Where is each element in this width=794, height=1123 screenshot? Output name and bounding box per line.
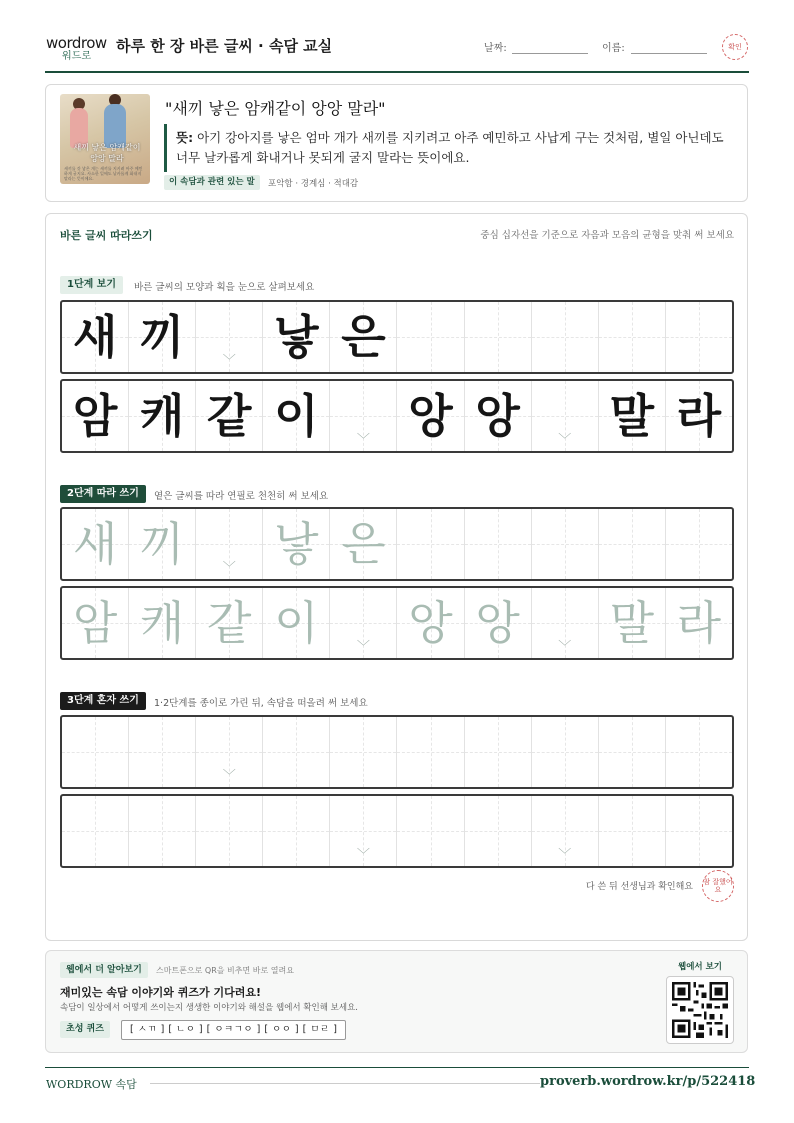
grid-glyph: 새 <box>72 517 118 571</box>
grid-cell <box>465 381 532 451</box>
grid-glyph: 새 <box>72 310 118 364</box>
grid-glyph: 앙 <box>475 389 520 443</box>
grid-glyph: 캐 <box>139 389 185 443</box>
space-chevron-icon: ﹀ <box>356 640 370 655</box>
grid-cell[interactable] <box>196 588 263 658</box>
grid-cell <box>196 381 263 451</box>
related-words-tag: 이 속담과 관련 있는 말 <box>164 175 260 190</box>
qr-code[interactable] <box>666 976 734 1044</box>
grid-glyph: 라 <box>676 389 722 443</box>
space-chevron-icon: ﹀ <box>222 354 236 369</box>
grid-glyph: 이 <box>274 596 319 650</box>
grid-cell <box>666 381 732 451</box>
grid-cell <box>666 302 732 372</box>
space-chevron-icon: ﹀ <box>558 433 572 448</box>
good-job-stamp-icon <box>702 870 734 902</box>
grid-cell[interactable] <box>62 509 129 579</box>
page-title: 하루 한 장 바른 글씨 · 속담 교실 <box>116 37 333 55</box>
step2-desc: 옅은 글씨를 따라 연필로 천천히 써 보세요 <box>154 491 329 502</box>
grid-cell[interactable] <box>599 796 666 866</box>
grid-cell[interactable] <box>263 796 330 866</box>
grid-glyph: 같 <box>207 596 252 650</box>
grid-cell[interactable] <box>330 796 397 866</box>
step1-desc: 바른 글씨의 모양과 획을 눈으로 살펴보세요 <box>134 282 315 293</box>
proverb-text: "새끼 낳은 암캐같이 앙앙 말라" <box>165 99 386 118</box>
grid-cell[interactable] <box>599 509 666 579</box>
check-stamp-icon <box>722 34 748 60</box>
space-chevron-icon: ﹀ <box>356 848 370 863</box>
grid-cell[interactable] <box>397 509 464 579</box>
grid-cell[interactable] <box>532 588 599 658</box>
qr-label: 웹에서 보기 <box>677 962 722 972</box>
date-label: 날짜: <box>484 43 507 54</box>
grid-glyph: 암 <box>72 389 118 443</box>
grid-cell <box>129 381 196 451</box>
web-headline: 재미있는 속담 이야기와 퀴즈가 기다려요! <box>60 986 261 999</box>
header-divider <box>45 71 749 73</box>
grid-cell[interactable] <box>465 717 532 787</box>
grid-cell[interactable] <box>397 588 464 658</box>
grid-glyph: 암 <box>72 596 118 650</box>
space-chevron-icon: ﹀ <box>558 848 572 863</box>
grid-cell <box>532 381 599 451</box>
web-tag: 웹에서 더 알아보기 <box>60 962 148 978</box>
grid-cell[interactable] <box>263 509 330 579</box>
grid-glyph: 앙 <box>475 596 520 650</box>
grid-cell[interactable] <box>666 509 732 579</box>
grid-cell[interactable] <box>666 588 732 658</box>
space-chevron-icon: ﹀ <box>222 561 236 576</box>
grid-cell[interactable] <box>599 717 666 787</box>
logo: wordrow <box>46 34 107 52</box>
meaning-block <box>176 128 736 168</box>
step1-row1 <box>60 300 734 374</box>
illustration-image <box>60 94 150 184</box>
grid-glyph: 끼 <box>139 310 185 364</box>
grid-cell[interactable] <box>129 717 196 787</box>
grid-glyph: 끼 <box>139 517 185 571</box>
grid-cell[interactable] <box>263 588 330 658</box>
grid-cell <box>599 381 666 451</box>
grid-cell <box>62 381 129 451</box>
grid-glyph: 앙 <box>408 389 453 443</box>
grid-cell[interactable] <box>263 717 330 787</box>
done-stamp-label: 참 잘했어요 <box>703 878 733 894</box>
practice-title: 바른 글씨 따라쓰기 <box>60 229 153 242</box>
grid-cell[interactable] <box>330 588 397 658</box>
grid-glyph: 말 <box>609 596 655 650</box>
grid-cell[interactable] <box>129 509 196 579</box>
space-chevron-icon: ﹀ <box>356 433 370 448</box>
grid-cell[interactable] <box>666 796 732 866</box>
grid-cell[interactable] <box>599 588 666 658</box>
related-words: 포악함 · 경계심 · 적대감 <box>268 179 359 189</box>
done-note: 다 쓴 뒤 선생님과 확인해요 <box>585 882 693 892</box>
grid-cell <box>532 302 599 372</box>
quiz-label: 초성 퀴즈 <box>60 1021 110 1038</box>
grid-cell <box>330 381 397 451</box>
meaning-accent-bar <box>164 124 167 172</box>
step3-tag: 3단계 혼자 쓰기 <box>60 692 146 710</box>
grid-cell[interactable] <box>465 796 532 866</box>
grid-cell[interactable] <box>129 588 196 658</box>
grid-cell[interactable] <box>330 717 397 787</box>
grid-cell[interactable] <box>465 588 532 658</box>
step3-row1[interactable] <box>60 715 734 789</box>
grid-cell <box>196 302 263 372</box>
step3-row2[interactable] <box>60 794 734 868</box>
meaning-label: 뜻: <box>176 130 194 145</box>
grid-cell[interactable] <box>62 717 129 787</box>
name-line[interactable] <box>631 53 707 54</box>
grid-cell <box>397 381 464 451</box>
grid-glyph: 낳 <box>274 310 319 364</box>
web-hint: 스마트폰으로 QR을 비추면 바로 열려요 <box>156 966 294 975</box>
grid-cell[interactable] <box>62 588 129 658</box>
space-chevron-icon: ﹀ <box>558 640 572 655</box>
step1-row2 <box>60 379 734 453</box>
grid-cell[interactable] <box>532 796 599 866</box>
grid-glyph: 캐 <box>139 596 185 650</box>
grid-cell[interactable] <box>397 796 464 866</box>
grid-cell <box>465 302 532 372</box>
grid-cell[interactable] <box>196 796 263 866</box>
grid-glyph: 같 <box>207 389 252 443</box>
grid-glyph: 라 <box>676 596 722 650</box>
grid-cell <box>62 302 129 372</box>
grid-cell[interactable] <box>532 717 599 787</box>
grid-glyph: 앙 <box>408 596 453 650</box>
quiz-hint-box: [ ㅅㄲ ] [ ㄴㅇ ] [ ㅇㅋㄱㅇ ] [ ㅇㅇ ] [ ㅁㄹ ] <box>121 1020 346 1040</box>
illustration-small-text: 새끼를 갓 낳은 개는 새끼를 지키려 아주 예민하게 굴지요. 사소한 일에도 날카롭게 화내지 말라는 뜻이에요. <box>64 166 143 181</box>
grid-glyph: 말 <box>609 389 655 443</box>
grid-glyph: 은 <box>341 517 386 571</box>
illustration-caption: 새끼 낳은 암캐같이 앙앙 말라 <box>73 143 141 163</box>
step3-desc: 1·2단계를 종이로 가린 뒤, 속담을 떠올려 써 보세요 <box>154 698 368 709</box>
footer-url-link[interactable]: proverb.wordrow.kr/p/522418 <box>540 1074 756 1089</box>
grid-cell[interactable] <box>196 717 263 787</box>
step2-tag: 2단계 따라 쓰기 <box>60 485 146 503</box>
space-chevron-icon: ﹀ <box>222 769 236 784</box>
grid-cell[interactable] <box>330 509 397 579</box>
grid-cell[interactable] <box>196 509 263 579</box>
grid-cell <box>397 302 464 372</box>
grid-cell <box>263 381 330 451</box>
step2-row2[interactable] <box>60 586 734 660</box>
qr-code-icon <box>672 982 728 1038</box>
grid-cell <box>129 302 196 372</box>
step2-row1[interactable] <box>60 507 734 581</box>
footer-brand: WORDROW 속담 <box>46 1078 137 1091</box>
grid-cell <box>599 302 666 372</box>
footer-line <box>150 1083 540 1084</box>
grid-cell[interactable] <box>465 509 532 579</box>
grid-cell[interactable] <box>532 509 599 579</box>
web-description: 속담이 일상에서 어떻게 쓰이는지 생생한 이야기와 해설을 웹에서 확인해 보세요. <box>60 1003 358 1013</box>
name-label: 이름: <box>602 43 625 54</box>
grid-glyph: 이 <box>274 389 319 443</box>
date-line[interactable] <box>512 53 588 54</box>
grid-cell[interactable] <box>62 796 129 866</box>
grid-glyph: 낳 <box>274 517 319 571</box>
grid-cell <box>263 302 330 372</box>
step1-tag: 1단계 보기 <box>60 276 123 294</box>
grid-cell <box>330 302 397 372</box>
grid-cell[interactable] <box>129 796 196 866</box>
practice-hint: 중심 십자선을 기준으로 자음과 모음의 균형을 맞춰 써 보세요 <box>480 230 734 241</box>
grid-cell[interactable] <box>397 717 464 787</box>
grid-glyph: 은 <box>341 310 386 364</box>
logo-subtext: 워드로 <box>62 51 91 62</box>
meaning-text: 아기 강아지를 낳은 엄마 개가 새끼를 지키려고 아주 예민하고 사납게 구는 것처럼, 별일 아닌데도 너무 날카롭게 화내거나 못되게 굴지 말라는 뜻이에요. <box>176 130 724 165</box>
grid-cell[interactable] <box>666 717 732 787</box>
footer-divider <box>45 1067 749 1068</box>
stamp-label: 확인 <box>728 43 742 51</box>
